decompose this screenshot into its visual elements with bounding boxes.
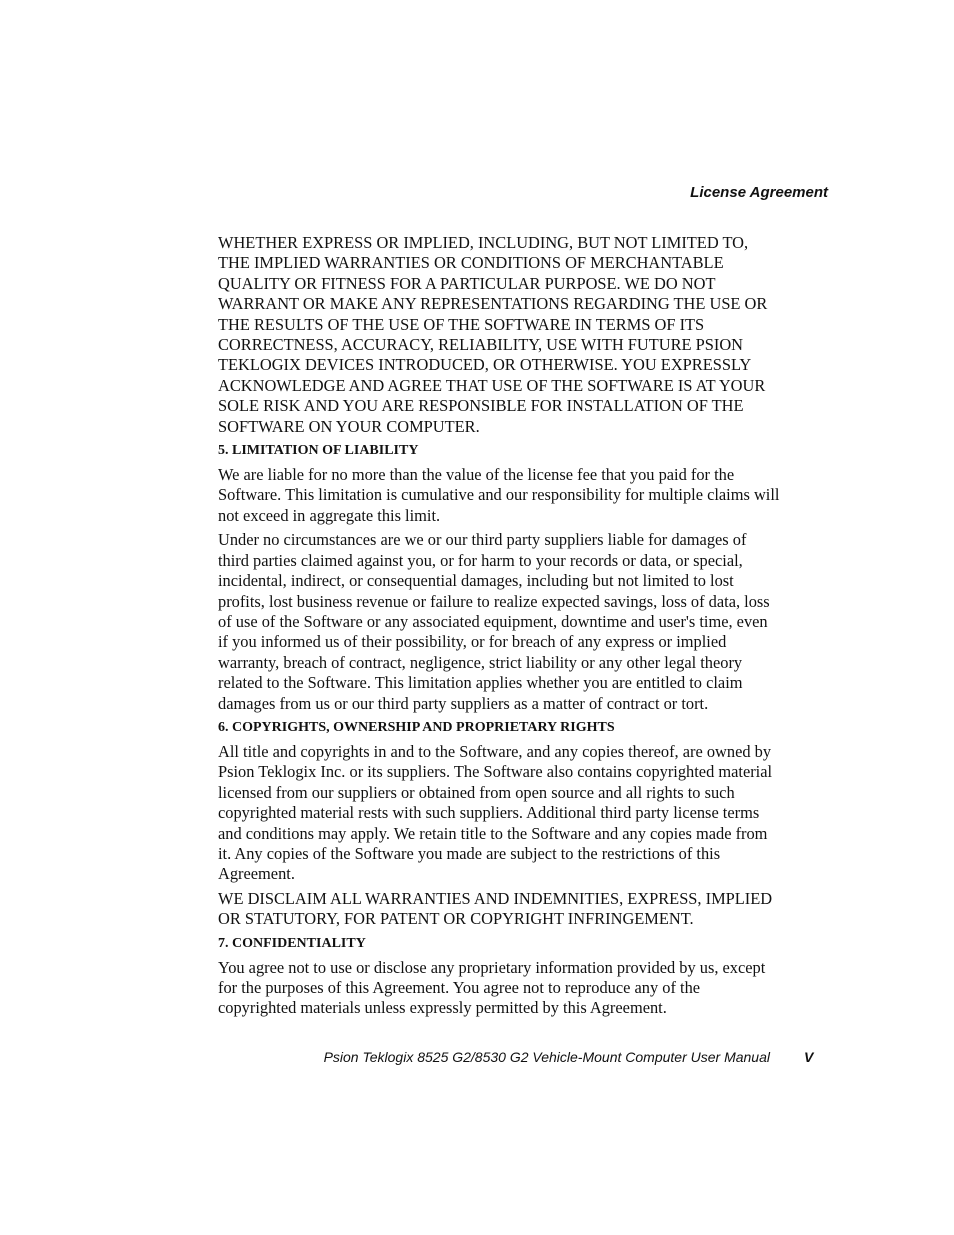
page-body [218, 233, 780, 1023]
section-paragraph: All title and copyrights in and to the Software, and any copies thereof, are owned by Psion Teklogix Inc. or its suppliers. The Software also contains copyrighted material licensed from our suppliers or obtained from open source and all rights to such copyrighted material rests with such suppliers. Additional third party license terms and conditions may apply. We retain title to the Software and any copies made from it. Any copies of the Software you made are subject to the restrictions of this Agreement. [218, 741, 773, 884]
section-limitation-of-liability [218, 441, 780, 714]
section-heading: 6. COPYRIGHTS, OWNERSHIP AND PROPRIETARY RIGHTS [218, 719, 615, 735]
section-confidentiality [218, 934, 780, 1019]
section-copyrights [218, 718, 780, 930]
section-paragraph: You agree not to use or disclose any proprietary information provided by us, except for the purposes of this Agreement. You agree not to reproduce any of the copyrighted materials unless expressly permitted by this Agreement. [218, 957, 766, 1018]
page-footer [0, 1047, 954, 1067]
footer-manual-title: Psion Teklogix 8525 G2/8530 G2 Vehicle-Mount Computer User Manual [323, 1049, 770, 1065]
section-paragraph: Under no circumstances are we or our third party suppliers liable for damages of third parties claimed against you, or for harm to your records or data, or special, incidental, indirect, or consequential damages, including but not limited to lost profits, lost business revenue or failure to realize expected savings, loss of data, loss of use of the Software or any associated equipment, downtime and user's time, even if you informed us of their possibility, or for breach of any express or implied warranty, breach of contract, negligence, strict liability or any other legal theory related to the Software. This limitation applies whether you are entitled to claim damages from us or our third party suppliers as a matter of contract or tort. [218, 530, 770, 713]
page-number: V [804, 1049, 814, 1065]
section-heading: 7. CONFIDENTIALITY [218, 935, 366, 951]
running-header: License Agreement [690, 184, 828, 201]
section-paragraph: WE DISCLAIM ALL WARRANTIES AND INDEMNITIES, EXPRESS, IMPLIED OR STATUTORY, FOR PATENT OR COPYRIGHT INFRINGEMENT. [218, 888, 773, 929]
section-heading: 5. LIMITATION OF LIABILITY [218, 443, 419, 459]
section-paragraph: We are liable for no more than the value of the license fee that you paid for the Software. This limitation is cumulative and our responsibility for multiple claims will not exceed in aggregate this limit. [218, 465, 780, 525]
intro-paragraph: WHETHER EXPRESS OR IMPLIED, INCLUDING, BUT NOT LIMITED TO, THE IMPLIED WARRANTIES OR CONDITIONS OF MERCHANTABLE QUALITY OR FITNESS FOR A PARTICULAR PURPOSE. WE DO NOT WARRANT OR MAKE ANY REPRESENTATIONS REGARDING THE USE OR THE RESULTS OF THE USE OF THE SOFTWARE IN TERMS OF ITS CORRECTNESS, ACCURACY, RELIABILITY, USE WITH FUTURE PSION TEKLOGIX DEVICES INTRODUCED, OR OTHERWISE. YOU EXPRESSLY ACKNOWLEDGE AND AGREE THAT USE OF THE SOFTWARE IS AT YOUR SOLE RISK AND YOU ARE RESPONSIBLE FOR INSTALLATION OF THE SOFTWARE ON YOUR COMPUTER. [218, 233, 768, 436]
